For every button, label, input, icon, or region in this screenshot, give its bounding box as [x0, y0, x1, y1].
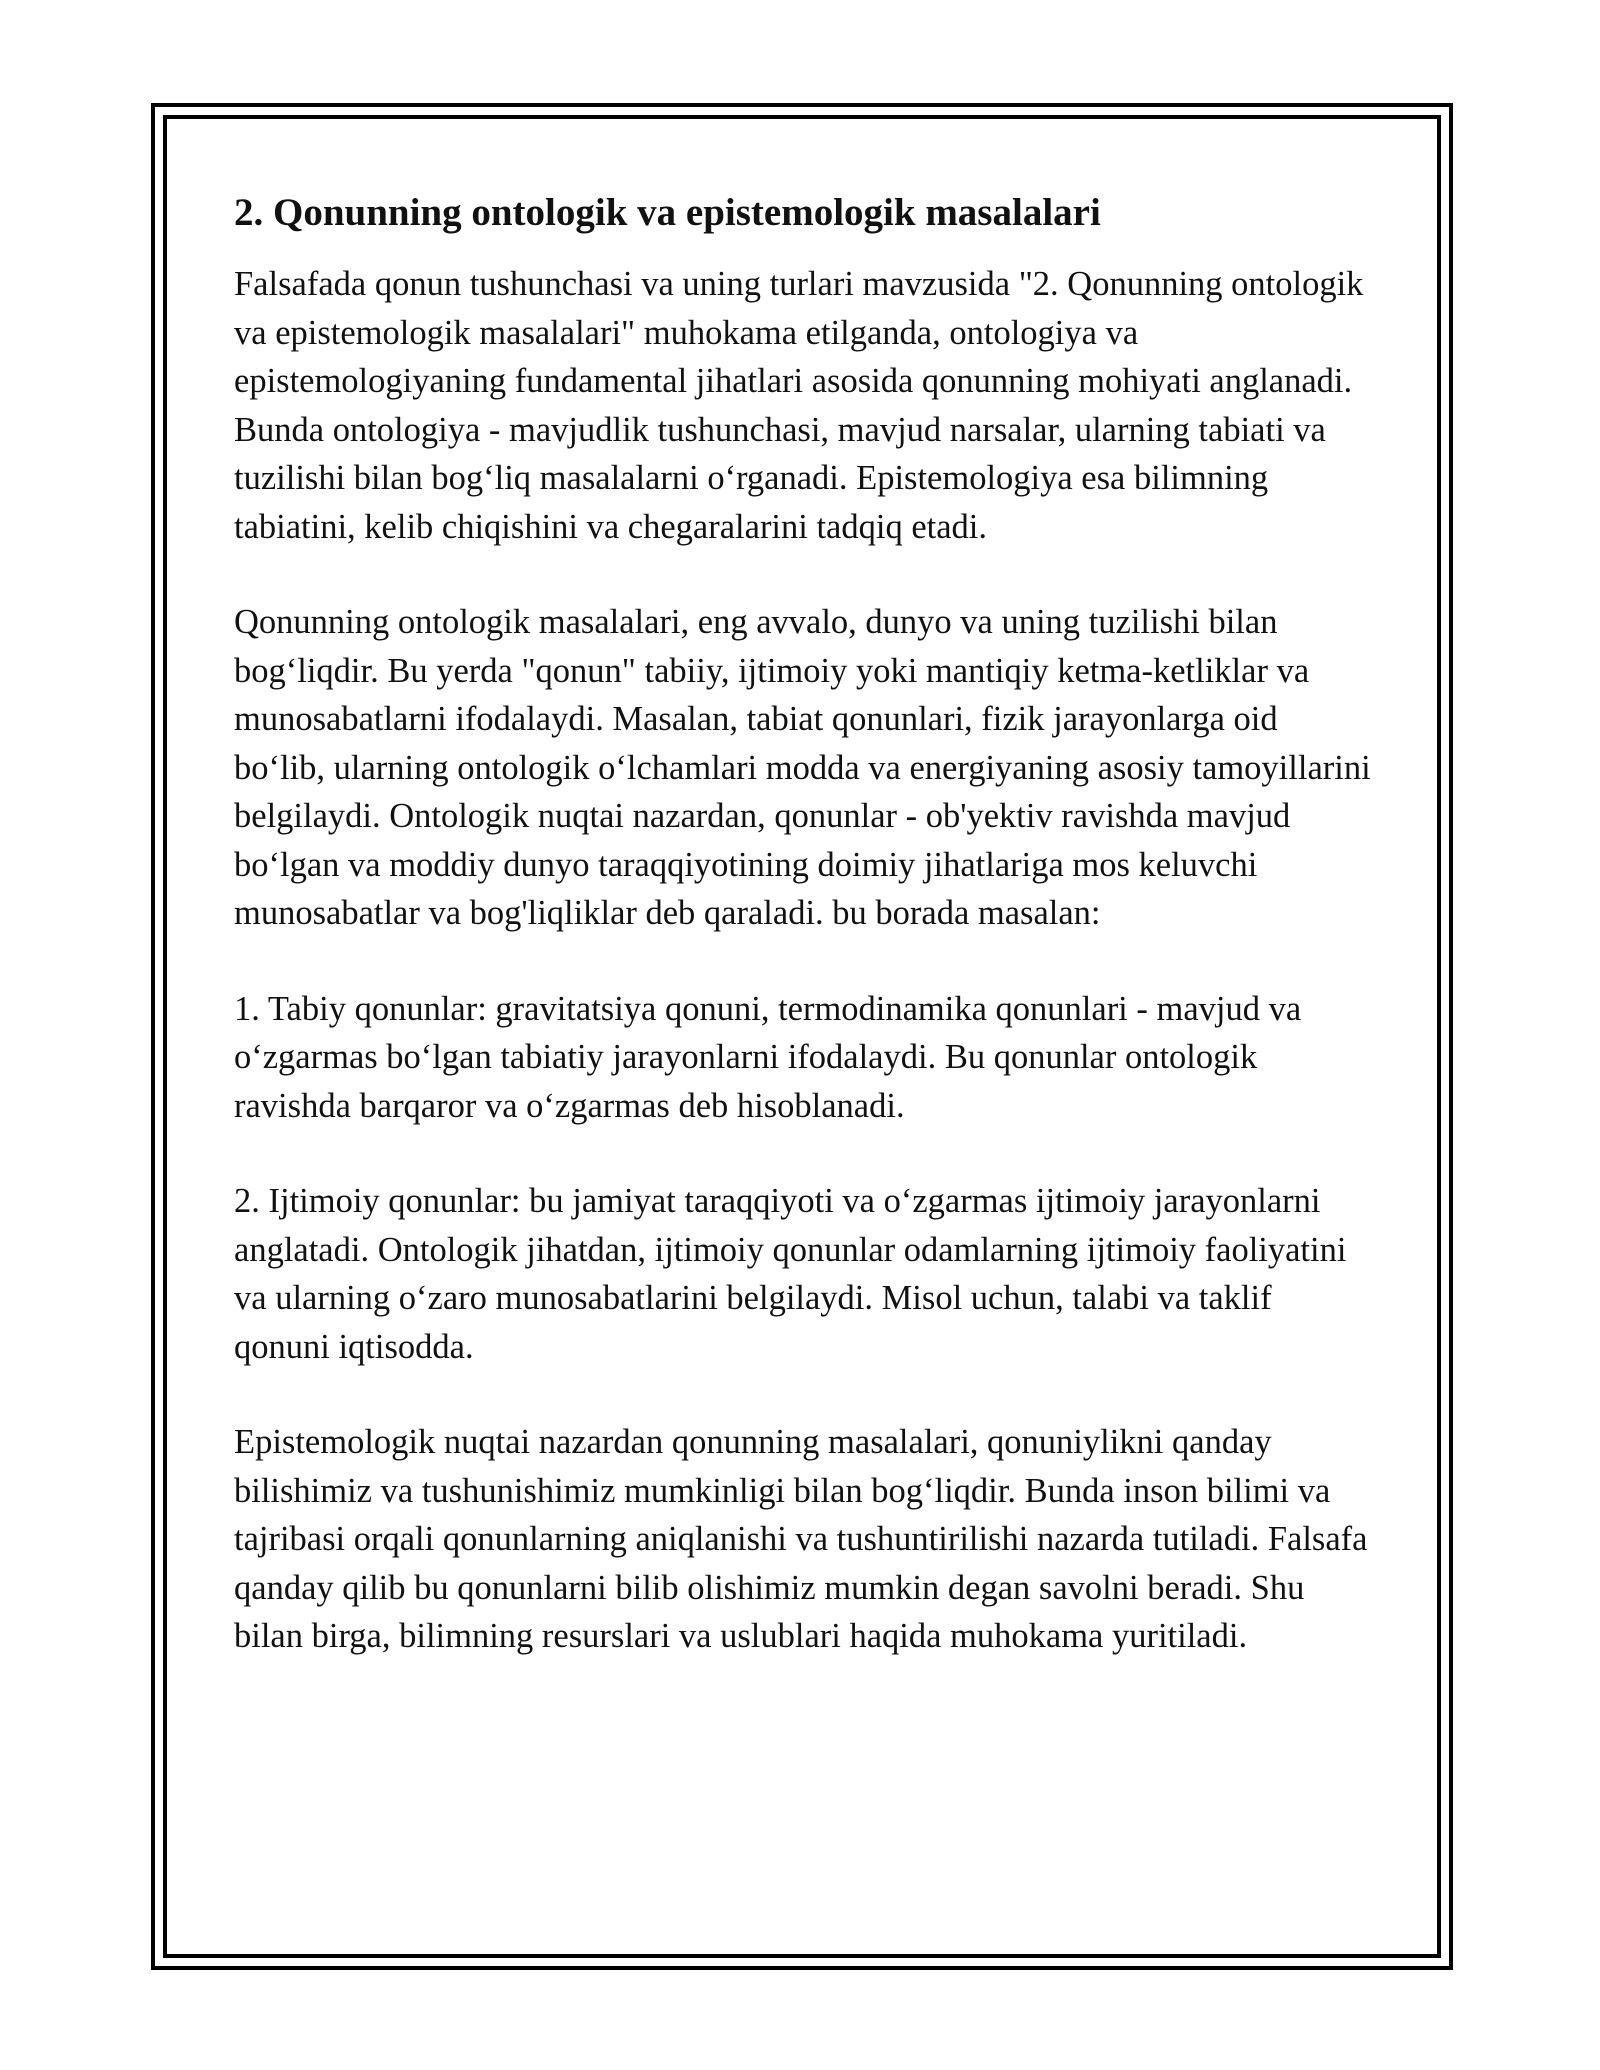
paragraph-natural-laws: 1. Tabiy qonunlar: gravitatsiya qonuni, termodinamika qonunlari - mavjud va o‘zgarmas bo‘lgan tabiatiy jarayonlarni ifodalaydi. Bu qonunlar ontologik ravishda barqaror va o‘zgarmas deb hisoblanadi.	[234, 989, 1302, 1125]
paragraph-social-laws: 2. Ijtimoiy qonunlar: bu jamiyat taraqqiyoti va o‘zgarmas ijtimoiy jarayonlarni anglatadi. Ontologik jihatdan, ijtimoiy qonunlar odamlarning ijtimoiy faoliyatini va ularning o‘zaro munosabatlarini belgilaydi. Misol uchun, talabi va taklif qonuni iqtisodda.	[234, 1182, 1347, 1366]
document-content	[234, 188, 1374, 1708]
paragraph-intro: Falsafada qonun tushunchasi va uning turlari mavzusida "2. Qonunning ontologik va epistemologik masalalari" muhokama etilganda, ontologiya va epistemologiyaning fundamental jihatlari asosida qonunning mohiyati anglanadi. Bunda ontologiya - mavjudlik tushunchasi, mavjud narsalar, ularning tabiati va tuzilishi bilan bog‘liq masalalarni o‘rganadi. Epistemologiya esa bilimning tabiatini, kelib chiqishini va chegaralarini tadqiq etadi.	[234, 265, 1364, 546]
section-title: 2. Qonunning ontologik va epistemologik masalalari	[234, 191, 1101, 234]
paragraph-ontological-issues: Qonunning ontologik masalalari, eng avvalo, dunyo va uning tuzilishi bilan bog‘liqdir. Bu yerda "qonun" tabiiy, ijtimoiy yoki mantiqiy ketma-ketliklar va munosabatlarni ifodalaydi. Masalan, tabiat qonunlari, fizik jarayonlarga oid bo‘lib, ularning ontologik o‘lchamlari modda va energiyaning asosiy tamoyillarini belgilaydi. Ontologik nuqtai nazardan, qonunlar - ob'yektiv ravishda mavjud bo‘lgan va moddiy dunyo taraqqiyotining doimiy jihatlariga mos keluvchi munosabatlar va bog'liqliklar deb qaraladi. bu borada masalan:	[234, 603, 1371, 932]
paragraph-epistemological-issues: Epistemologik nuqtai nazardan qonunning masalalari, qonuniylikni qanday bilishimiz va tushunishimiz mumkinligi bilan bog‘liqdir. Bunda inson bilimi va tajribasi orqali qonunlarning aniqlanishi va tushuntirilishi nazarda tutiladi. Falsafa qanday qilib bu qonunlarni bilib olishimiz mumkin degan savolni beradi. Shu bilan birga, bilimning resurslari va uslublari haqida muhokama yuritiladi.	[234, 1423, 1368, 1655]
